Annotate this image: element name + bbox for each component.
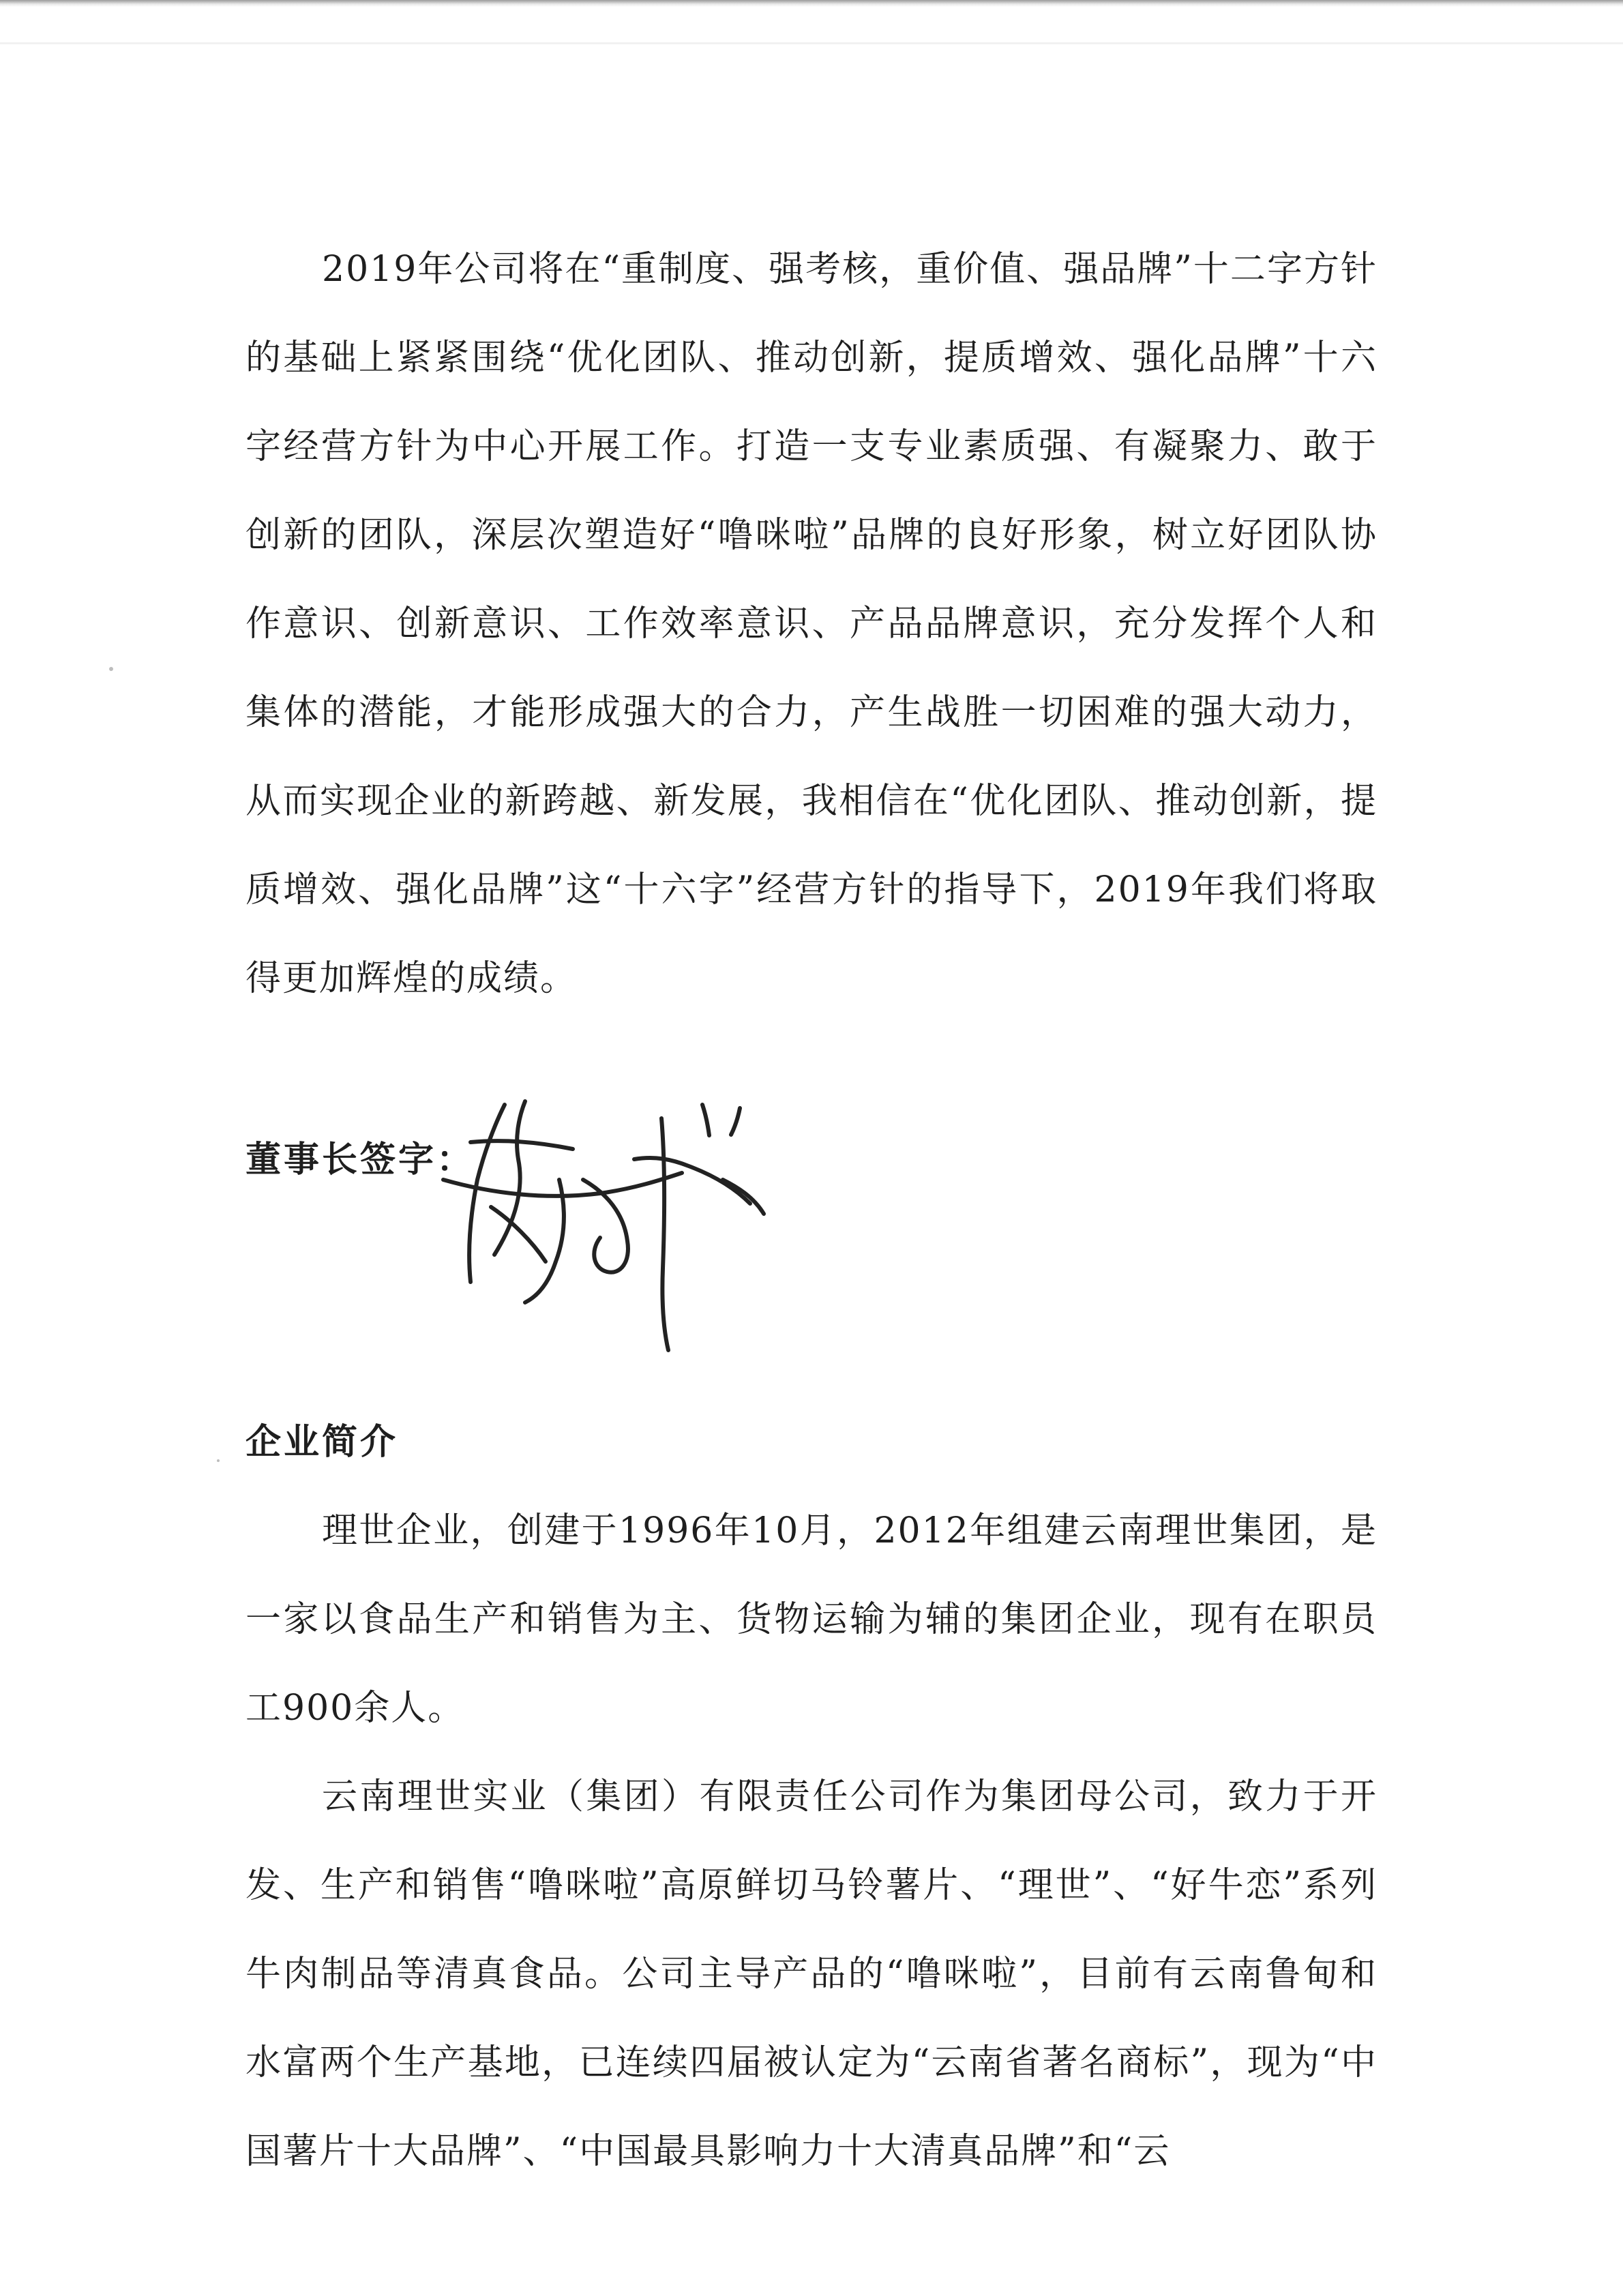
signature-block — [245, 1077, 1378, 1364]
letter-paragraph: 2019年公司将在“重制度、强考核，重价值、强品牌”十二字方针的基础上紧紧围绕“优化团队、推动创新，提质增效、强化品牌”十六字经营方针为中心开展工作。打造一支专业素质强、有凝聚力、敢于创新的团队，深层次塑造好“噜咪啦”品牌的良好形象，树立好团队协作意识、创新意识、工作效率意识、产品品牌意识，充分发挥个人和集体的潜能，才能形成强大的合力，产生战胜一切困难的强大动力，从而实现企业的新跨越、新发展，我相信在“优化团队、推动创新，提质增效、强化品牌”这“十六字”经营方针的指导下，2019年我们将取得更加辉煌的成绩。 — [245, 249, 1378, 999]
scan-edge-top — [0, 0, 1623, 7]
signature-label: 董事长签字： — [245, 1139, 475, 1180]
handwritten-signature — [430, 1077, 866, 1364]
document-page — [245, 225, 1378, 2196]
scan-speck — [217, 1459, 220, 1462]
scan-speck — [109, 667, 113, 671]
scan-line — [0, 42, 1623, 44]
section-title-company-intro: 企业简介 — [245, 1421, 399, 1463]
company-intro-paragraph: 云南理世实业（集团）有限责任公司作为集团母公司，致力于开发、生产和销售“噜咪啦”高原鲜切马铃薯片、“理世”、“好牛恋”系列牛肉制品等清真食品。公司主导产品的“噜咪啦”，目前有云南鲁甸和水富两个生产基地，已连续四届被认定为“云南省著名商标”，现为“中国薯片十大品牌”、“中国最具影响力十大清真品牌”和“云 — [245, 1776, 1378, 2172]
company-intro-paragraph: 理世企业，创建于1996年10月，2012年组建云南理世集团，是一家以食品生产和销售为主、货物运输为辅的集团企业，现有在职员工900余人。 — [245, 1510, 1378, 1729]
